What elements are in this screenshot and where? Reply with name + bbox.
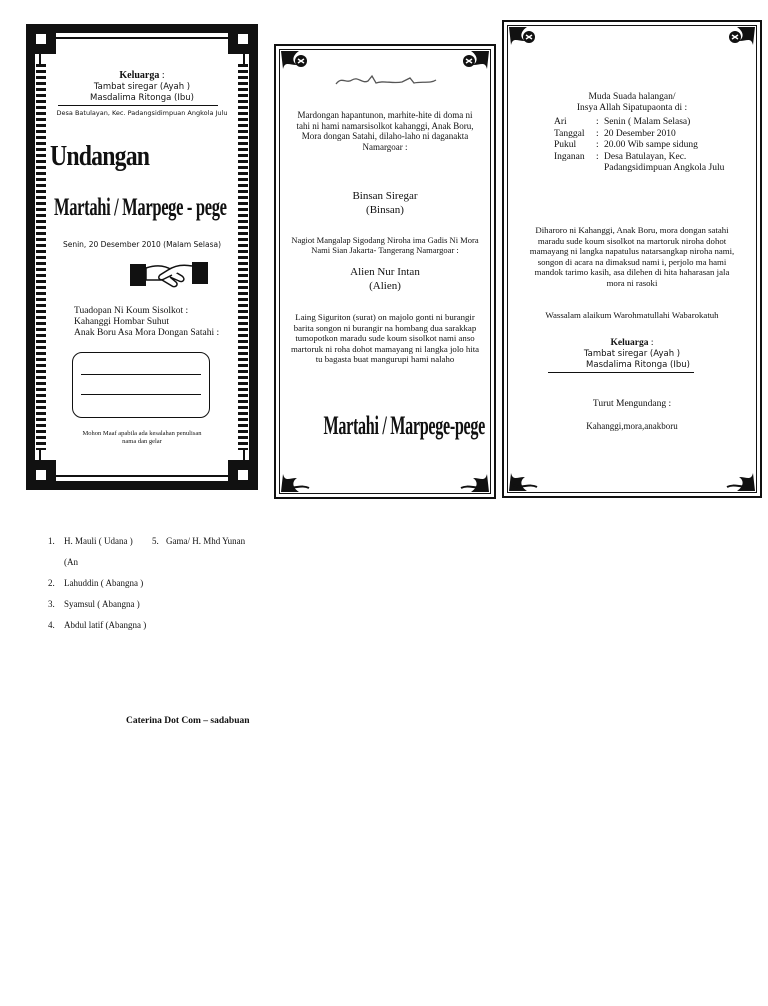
handshake-icon (130, 258, 208, 290)
detail-row: Tanggal : 20 Desember 2010 (554, 128, 676, 139)
guest-name-box[interactable] (72, 352, 210, 418)
floral-corner-icon (279, 460, 313, 494)
message-body: Laing Siguriton (surat) on majolo gonti ni burangir barita songon ni burangir na hombang dua sarakkap tumopotkon maradu sude koum sisolkot nami anso martoruk ni roha dohot mamayang ni langka jolo hita tu bagasta buat mangurupi hami nalaho (290, 312, 480, 365)
message-event-name: Martahi / Marpege-pege (323, 411, 485, 440)
floral-corner-icon (507, 25, 541, 59)
message-intro: Mardongan hapantunon, marhite-hite di doma ni tahi ni hami namarsisolkot kahanggi, Anak Boru, Mora dongan Satahi, dilaho-laho ni daganakta Namargoar : (296, 110, 474, 152)
details-divider (548, 372, 694, 373)
floral-corner-icon (723, 459, 757, 493)
turut-mengundang: Turut Mengundang : (592, 399, 672, 409)
floral-corner-icon (507, 459, 541, 493)
turut-names: Kahanggi,mora,anakboru (586, 421, 678, 431)
corner-ornament-icon (228, 24, 258, 54)
corner-ornament-icon (228, 460, 258, 490)
list-item: 4. Abdul latif (Abangna ) (48, 620, 147, 630)
detail-row: Pukul : 20.00 Wib sampe sidung (554, 140, 698, 151)
cover-apology: Mohon Maaf apabila ada kesalahan penulisan nama dan gelar (82, 430, 202, 445)
right-pillar-ornament (238, 64, 248, 450)
guest-address-line (81, 394, 201, 395)
bride-intro: Nagiot Mangalap Sigodang Niroha ima Gadis Ni Mora Nami Sian Jakarta- Tangerang Namargoar : (291, 235, 479, 255)
cover-date: Senin, 20 Desember 2010 (Malam Selasa) (62, 240, 222, 249)
corner-ornament-icon (26, 24, 56, 54)
details-closing: Wassalam alaikum Warohmatullahi Wabarokatuh (545, 310, 719, 320)
invitation-cover-card (26, 24, 258, 490)
invitation-message-card (274, 44, 496, 499)
cover-divider (58, 105, 218, 106)
detail-row: Ari : Senin ( Malam Selasa) (554, 117, 691, 127)
cover-father: Tambat siregar (Ayah ) (93, 82, 191, 92)
cover-to-label-3: Anak Boru Asa Mora Dongan Satahi : (74, 328, 220, 338)
details-keluarga: Keluarga : (610, 338, 654, 348)
list-item: 2. Lahuddin ( Abangna ) (48, 578, 144, 588)
floral-corner-icon (457, 460, 491, 494)
groom-nickname: (Binsan) (366, 204, 404, 216)
footer-credit: Caterina Dot Com – sadabuan (126, 716, 250, 726)
list-item: 3. Syamsul ( Abangna ) (48, 599, 140, 609)
cover-to-label-1: Tuadopan Ni Koum Sisolkot : (74, 306, 189, 316)
cover-keluarga: Keluarga : (119, 70, 165, 81)
details-mother: Masdalima Ritonga (Ibu) (586, 360, 690, 370)
cover-address: Desa Batulayan, Kec. Padangsidimpuan Angkola Julu (56, 109, 228, 117)
corner-ornament-icon (26, 460, 56, 490)
cover-mother: Masdalima Ritonga (Ibu) (90, 93, 194, 103)
details-intro-2: Insya Allah Sipatupaonta di : (576, 103, 688, 113)
details-intro-1: Muda Suada halangan/ (588, 92, 676, 102)
floral-corner-icon (723, 25, 757, 59)
bride-name: Alien Nur Intan (350, 266, 420, 278)
floral-corner-icon (279, 49, 313, 83)
guest-name-line (81, 374, 201, 375)
calligraphy-icon (332, 72, 440, 88)
list-item: 5. Gama/ H. Mhd Yunan (152, 536, 246, 546)
details-body: Diharoro ni Kahanggi, Anak Boru, mora dongan satahi maradu sude koum sisolkot na martoruk niroha dohot mamayang ni langka napatulus natarsangkap niroha nami, songon di acara na dimaksud nami i, perjolo ma hami mandok tarimo kasih, asa dilehen di hita haharasan jala mora ni rasoki (529, 225, 735, 288)
details-father: Tambat siregar (Ayah ) (583, 349, 681, 359)
cover-event-name: Martahi / Marpege - pege (54, 194, 227, 221)
detail-row: Inganan : Desa Batulayan, Kec. Padangsidimpuan Angkola Julu (554, 151, 725, 174)
cover-title: Undangan (50, 140, 150, 172)
floral-corner-icon (457, 49, 491, 83)
left-pillar-ornament (36, 64, 46, 450)
list-item: (An (64, 557, 78, 567)
cover-to-label-2: Kahanggi Hombar Suhut (74, 317, 169, 327)
groom-name: Binsan Siregar (352, 190, 418, 202)
invitation-details-card (502, 20, 762, 498)
list-item: 1. H. Mauli ( Udana ) (48, 536, 133, 546)
bride-nickname: (Alien) (369, 280, 401, 292)
event-details-table (554, 117, 739, 175)
